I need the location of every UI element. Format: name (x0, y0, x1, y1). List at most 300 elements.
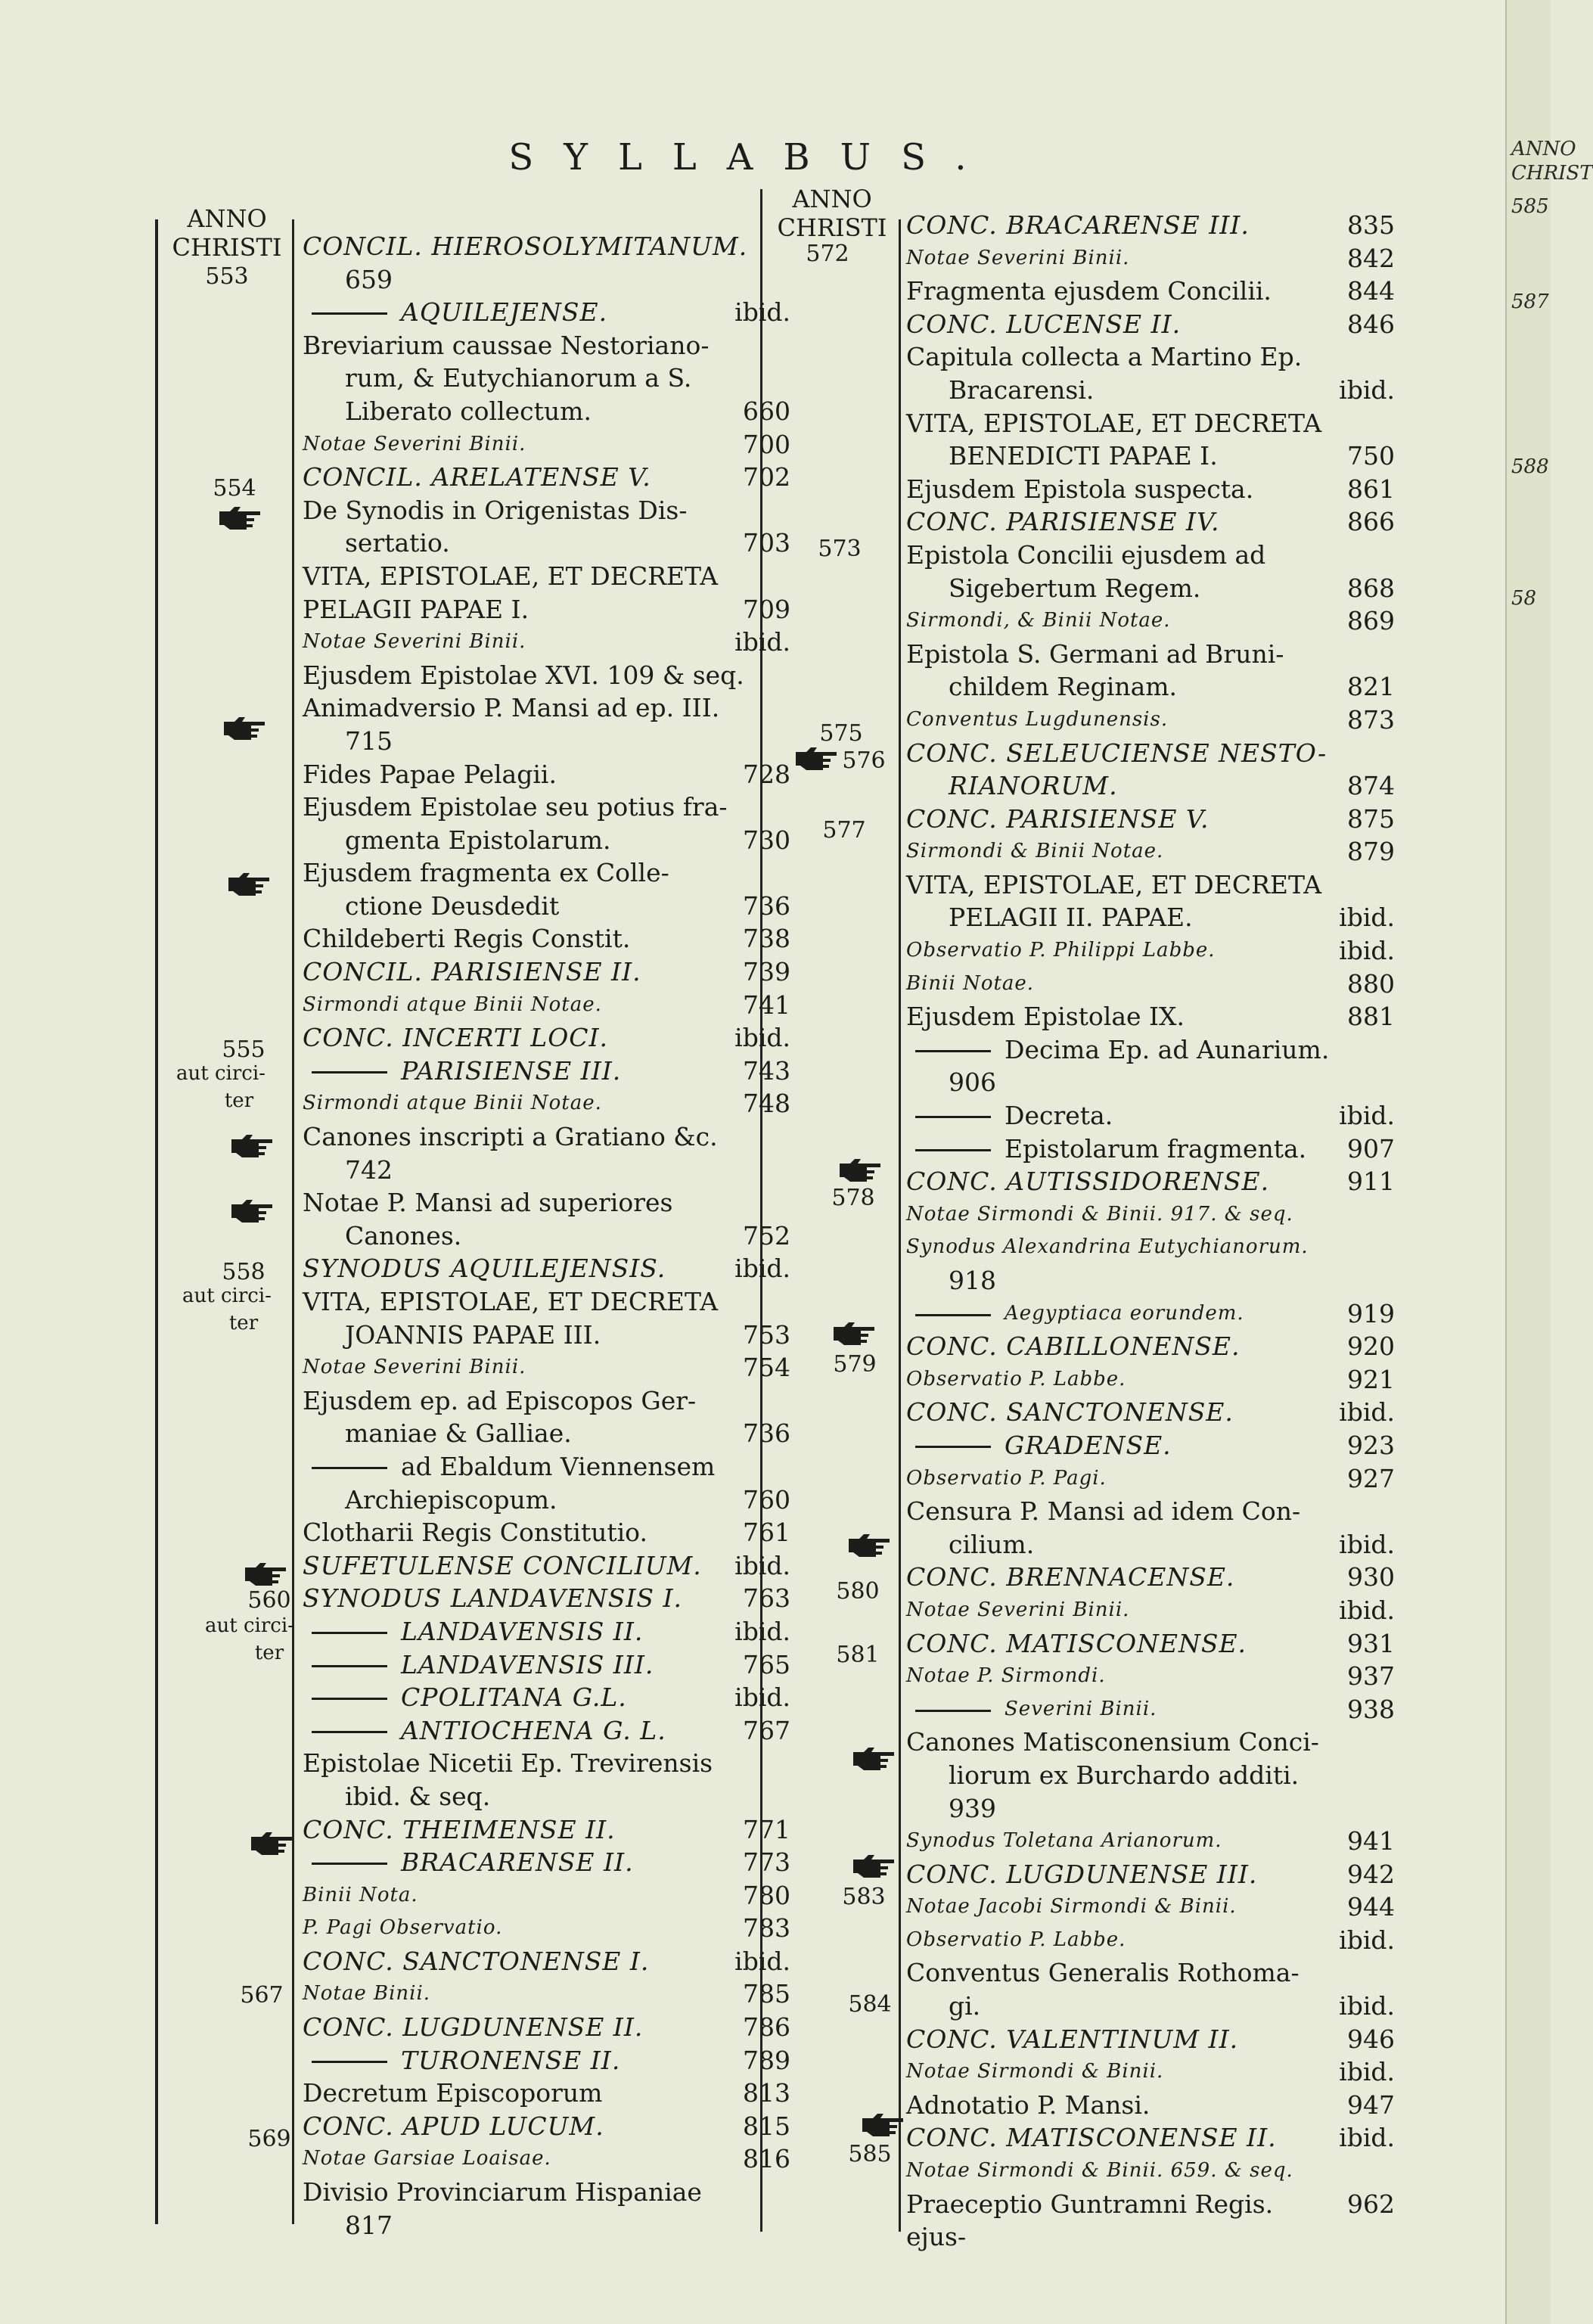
entry-text: SYNODUS LANDAVENSIS I. (303, 1583, 683, 1614)
pointing-hand-icon (861, 2111, 905, 2138)
next-page-fragment: CHRIST (1511, 162, 1593, 185)
entry-text: P. Pagi Observatio. (303, 1916, 503, 1940)
entry-page: 875 (1347, 803, 1395, 834)
index-entry (303, 1780, 790, 1813)
entry-text: CONC. VALENTINUM II. (906, 2024, 1239, 2054)
index-entry (303, 890, 790, 923)
index-entry (303, 263, 790, 297)
entry-page: ibid. (1339, 2057, 1395, 2087)
entry-text: BRACARENSE II. (401, 1847, 634, 1878)
entry-page: 761 (743, 1518, 790, 1548)
index-entry (303, 1846, 790, 1879)
entry-text: Canones. (345, 1220, 462, 1251)
index-entry (906, 1330, 1395, 1363)
index-entry (303, 1055, 790, 1088)
index-entry (303, 1384, 790, 1418)
entry-text: PARISIENSE III. (401, 1055, 622, 1086)
entry-text: 906 (949, 1067, 996, 1098)
index-entry (906, 934, 1395, 968)
index-entry (906, 1891, 1395, 1924)
index-entry (906, 275, 1395, 308)
entry-text: Ejusdem fragmenta ex Colle- (303, 858, 669, 888)
year-marker: 560 (247, 1587, 291, 1614)
entry-page: 944 (1347, 1892, 1395, 1922)
entry-text: LANDAVENSIS II. (401, 1616, 644, 1646)
entry-page: 842 (1347, 243, 1395, 273)
index-entry (906, 1759, 1395, 1792)
entry-text: CONCIL. ARELATENSE V. (303, 462, 651, 492)
index-entry (303, 230, 790, 263)
entry-page: 760 (743, 1484, 790, 1515)
entry-page: 879 (1347, 837, 1395, 867)
entry-text: childem Reginam. (949, 672, 1178, 702)
year-marker: 579 (833, 1351, 877, 1378)
entry-text: Epistolarum fragmenta. (1005, 1133, 1307, 1164)
year-marker: 585 (848, 2141, 892, 2167)
index-entry (303, 362, 790, 395)
index-entry (303, 1549, 790, 1583)
index-entry (303, 494, 790, 527)
entry-page: 783 (743, 1913, 790, 1943)
entry-page: 813 (743, 2078, 790, 2108)
entry-page: ibid. (1339, 2123, 1395, 2153)
index-entry (303, 593, 790, 626)
entry-text: Bracarensi. (949, 374, 1095, 405)
index-entry (303, 1714, 790, 1748)
next-page-fragment: ANNO (1511, 138, 1576, 160)
anno-label: ANNO (187, 204, 267, 233)
entry-text: Notae Severini Binii. (303, 630, 526, 654)
entry-text: SYNODUS AQUILEJENSIS. (303, 1254, 666, 1284)
entry-page: ibid. (734, 1550, 790, 1580)
entry-text: Observatio P. Philippi Labbe. (906, 939, 1216, 962)
year-marker: 567 (240, 1982, 284, 2009)
index-entry (303, 560, 790, 593)
entry-page: 923 (1347, 1430, 1395, 1460)
index-entry (303, 1648, 790, 1682)
entry-text: CONC. LUCENSE II. (906, 309, 1182, 339)
index-entry (906, 374, 1395, 407)
entry-page: 911 (1347, 1167, 1395, 1197)
entry-text: Binii Notae. (906, 971, 1035, 995)
index-entry (906, 1264, 1395, 1297)
index-entry (303, 2110, 790, 2143)
entry-page: 920 (1347, 1331, 1395, 1362)
index-entry (906, 1000, 1395, 1033)
entry-text: Notae Severini Binii. (303, 432, 526, 455)
entry-page: 938 (1347, 1694, 1395, 1724)
entry-text: Ejusdem ep. ad Episcopos Ger- (303, 1385, 697, 1415)
year-note: ter (254, 1642, 284, 1664)
index-entry (906, 1726, 1395, 1759)
index-entry (906, 2220, 1395, 2254)
index-entry (906, 1495, 1395, 1528)
entry-text: maniae & Galliae. (345, 1418, 572, 1449)
year-marker: 578 (831, 1185, 875, 1211)
entry-text: CONC. PARISIENSE V. (906, 803, 1210, 834)
entry-page: 660 (743, 396, 790, 426)
entry-page: 736 (743, 1418, 790, 1449)
index-entry (906, 638, 1395, 671)
entry-text: Adnotatio P. Mansi. (906, 2089, 1150, 2120)
entry-page: 880 (1347, 968, 1395, 999)
entry-text: CONC. SELEUCIENSE NESTO- (906, 738, 1328, 768)
entry-text: Conventus Generalis Rothoma- (906, 1958, 1300, 1988)
entry-page: 941 (1347, 1826, 1395, 1856)
entry-text: ibid. & seq. (345, 1781, 491, 1811)
pointing-hand-icon (852, 1852, 896, 1879)
index-entry (303, 1186, 790, 1219)
entry-text: AQUILEJENSE. (401, 297, 608, 328)
index-entry (906, 1858, 1395, 1891)
year-marker: 573 (818, 536, 862, 562)
entry-text: CONC. BRENNACENSE. (906, 1562, 1235, 1592)
index-entry (906, 1660, 1395, 1693)
entry-text: CONC. THEIMENSE II. (303, 1814, 616, 1844)
year-marker: 575 (819, 720, 863, 747)
index-entry (906, 2055, 1395, 2089)
index-entry (303, 922, 790, 955)
index-entry (906, 1594, 1395, 1627)
year-note: ter (224, 1089, 254, 1112)
entry-page: 730 (743, 825, 790, 855)
entry-page: ibid. (734, 1682, 790, 1713)
index-entry (906, 968, 1395, 1001)
index-entry (906, 803, 1395, 836)
entry-text: Clotharii Regis Constitutio. (303, 1518, 647, 1548)
entry-page: 873 (1347, 704, 1395, 735)
entry-text: cilium. (949, 1529, 1035, 1559)
entry-page: 739 (743, 957, 790, 987)
entry-page: 754 (743, 1353, 790, 1383)
entry-text: Breviarium caussae Nestoriano- (303, 330, 710, 360)
index-entry (303, 1319, 790, 1352)
index-entry (906, 670, 1395, 704)
index-entry (906, 1990, 1395, 2023)
index-entry (906, 1165, 1395, 1198)
index-entry (303, 1615, 790, 1648)
entry-page: 921 (1347, 1364, 1395, 1394)
entry-page: ibid. (1339, 936, 1395, 966)
index-entry (303, 758, 790, 791)
anno-heading-left (159, 204, 295, 262)
index-entry (303, 1252, 790, 1285)
index-entry (906, 1132, 1395, 1166)
index-entry (906, 242, 1395, 275)
index-entry (303, 1120, 790, 1154)
index-entry (906, 2188, 1395, 2221)
index-entry (906, 1825, 1395, 1858)
year-note: ter (228, 1312, 259, 1334)
entry-text: Ejusdem Epistola suspecta. (906, 474, 1254, 504)
index-entry (906, 868, 1395, 902)
entry-text: CONCIL. HIEROSOLYMITANUM. (303, 231, 748, 261)
entry-text: Animadversio P. Mansi ad ep. III. (303, 693, 720, 723)
entry-text: Divisio Provinciarum Hispaniae (303, 2177, 702, 2207)
entry-text: 817 (345, 2210, 393, 2240)
entry-text: 659 (345, 264, 393, 294)
entry-page: 763 (743, 1583, 790, 1614)
index-entry (303, 2011, 790, 2044)
index-entry (303, 659, 790, 692)
entry-page: 736 (743, 890, 790, 921)
index-entry (906, 505, 1395, 539)
entry-text: Epistolae Nicetii Ep. Trevirensis (303, 1748, 713, 1779)
index-entry (906, 1396, 1395, 1429)
index-entry (906, 901, 1395, 934)
entry-page: 728 (743, 759, 790, 789)
entry-text: Archiepiscopum. (345, 1484, 557, 1515)
entry-text: liorum ex Burchardo additi. (949, 1760, 1300, 1790)
entry-text: Notae Sirmondi & Binii. 917. & seq. (906, 1202, 1293, 1226)
index-entry (303, 1154, 790, 1187)
index-entry (303, 1516, 790, 1549)
entry-text: BENEDICTI PAPAE I. (949, 441, 1218, 471)
christi-label: CHRISTI (172, 233, 282, 262)
entry-page: 738 (743, 924, 790, 954)
entry-page: 835 (1347, 210, 1395, 240)
year-marker: 555 (222, 1036, 266, 1063)
entry-text: Epistola Concilii ejusdem ad (906, 539, 1266, 570)
index-entry (906, 2089, 1395, 2122)
entry-page: ibid. (1339, 374, 1395, 405)
index-entry (303, 2044, 790, 2077)
entry-text: CONC. SANCTONENSE. (906, 1397, 1234, 1428)
index-entry (906, 1231, 1395, 1264)
entry-page: 703 (743, 528, 790, 558)
entry-page: 946 (1347, 2024, 1395, 2054)
index-entry (303, 1285, 790, 1319)
index-entry (906, 407, 1395, 440)
entry-text: CONCIL. PARISIENSE II. (303, 957, 641, 987)
index-entry (303, 1912, 790, 1945)
index-entry (303, 1813, 790, 1847)
entry-text: Conventus Lugdunensis. (906, 707, 1169, 731)
entry-page: 767 (743, 1715, 790, 1745)
next-page-fragment: 587 (1511, 290, 1549, 313)
entry-page: 748 (743, 1089, 790, 1119)
entry-text: CONC. MATISCONENSE II. (906, 2123, 1277, 2153)
entry-text: Notae Garsiae Loaisae. (303, 2147, 551, 2170)
index-entry (303, 1582, 790, 1615)
entry-text: CONC. INCERTI LOCI. (303, 1023, 609, 1053)
entry-text: Notae Severini Binii. (906, 246, 1130, 269)
entry-text: Notae P. Mansi ad superiores (303, 1188, 673, 1218)
pointing-hand-icon (244, 1560, 287, 1587)
index-entry (303, 527, 790, 560)
entry-page: 702 (743, 462, 790, 492)
right-entries-column (906, 209, 1395, 2254)
mid-rule-b (899, 219, 901, 2232)
entry-page: 846 (1347, 309, 1395, 339)
entry-page: 773 (743, 1847, 790, 1878)
entry-text: CONC. AUTISSIDORENSE. (906, 1167, 1270, 1197)
entry-page: ibid. (1339, 1397, 1395, 1428)
entry-text: Synodus Alexandrina Eutychianorum. (906, 1235, 1309, 1259)
entry-page: ibid. (734, 1946, 790, 1976)
entry-text: VITA, EPISTOLAE, ET DECRETA (906, 869, 1322, 899)
entry-page: 881 (1347, 1002, 1395, 1032)
index-entry (906, 1956, 1395, 1990)
year-marker: 554 (213, 475, 256, 502)
entry-text: Sirmondi atque Binii Notae. (303, 993, 602, 1016)
index-entry (906, 1924, 1395, 1957)
index-entry (303, 395, 790, 428)
entry-page: 907 (1347, 1133, 1395, 1164)
entry-text: CONC. BRACARENSE III. (906, 210, 1250, 240)
pointing-hand-icon (794, 744, 838, 772)
entry-text: Observatio P. Pagi. (906, 1466, 1107, 1490)
index-entry (303, 461, 790, 494)
entry-text: VITA, EPISTOLAE, ET DECRETA (906, 408, 1322, 438)
index-entry (303, 2209, 790, 2242)
entry-text: SUFETULENSE CONCILIUM. (303, 1550, 702, 1580)
entry-page: ibid. (1339, 1101, 1395, 1131)
index-entry (303, 1945, 790, 1978)
entry-text: Ejusdem Epistolae seu potius fra- (303, 792, 728, 822)
year-marker: 577 (822, 817, 866, 844)
entry-text: CONC. CABILLONENSE. (906, 1331, 1241, 1362)
pointing-hand-icon (847, 1531, 891, 1558)
entry-page: 962 (1347, 2189, 1395, 2219)
entry-text: Decreta. (1005, 1101, 1113, 1131)
entry-text: Canones Matisconensium Conci- (906, 1727, 1319, 1757)
entry-page: 919 (1347, 1298, 1395, 1328)
entry-text: Notae Binii. (303, 1982, 431, 2006)
index-entry (303, 955, 790, 989)
index-entry (303, 725, 790, 758)
entry-text: Synodus Toletana Arianorum. (906, 1829, 1222, 1853)
index-entry (906, 737, 1395, 770)
index-entry (906, 1033, 1395, 1067)
index-entry (906, 440, 1395, 473)
index-entry (303, 1879, 790, 1912)
entry-page: ibid. (734, 1616, 790, 1646)
index-entry (303, 1021, 790, 1055)
year-marker: 572 (806, 241, 849, 267)
index-entry (906, 1462, 1395, 1496)
pointing-hand-icon (230, 1132, 274, 1159)
entry-text: Severini Binii. (1005, 1697, 1157, 1720)
entry-text: Sirmondi atque Binii Notae. (303, 1092, 602, 1115)
index-entry (906, 2155, 1395, 2188)
entry-text: PELAGII PAPAE I. (303, 594, 529, 624)
year-marker: 576 (842, 747, 886, 774)
index-entry (906, 1693, 1395, 1726)
entry-text: CONC. MATISCONENSE. (906, 1628, 1247, 1658)
index-entry (906, 1198, 1395, 1232)
entry-text: sertatio. (345, 528, 450, 558)
year-marker: 558 (222, 1259, 266, 1285)
index-entry (303, 1450, 790, 1484)
entry-page: 931 (1347, 1628, 1395, 1658)
entry-text: gmenta Epistolarum. (345, 825, 611, 855)
index-entry (303, 691, 790, 725)
index-entry (906, 473, 1395, 506)
entry-text: 918 (949, 1266, 996, 1295)
entry-page: 874 (1347, 771, 1395, 801)
entry-page: 789 (743, 2045, 790, 2075)
entry-page: 752 (743, 1220, 790, 1251)
entry-page: ibid. (1339, 1925, 1395, 1955)
entry-page: 942 (1347, 1859, 1395, 1889)
entry-text: Sirmondi & Binii Notae. (906, 840, 1164, 863)
entry-text: Censura P. Mansi ad idem Con- (906, 1496, 1301, 1527)
index-entry (303, 1417, 790, 1450)
entry-page: 753 (743, 1319, 790, 1350)
entry-text: Binii Nota. (303, 1883, 418, 1906)
entry-text: CONC. LUGDUNENSE II. (303, 2012, 644, 2043)
entry-text: Epistola S. Germani ad Bruni- (906, 638, 1284, 669)
entry-page: ibid. (1339, 903, 1395, 933)
entry-text: Notae Sirmondi & Binii. (906, 2060, 1164, 2083)
entry-page: 927 (1347, 1463, 1395, 1493)
year-marker: 580 (836, 1578, 880, 1605)
entry-text: Sirmondi, & Binii Notae. (906, 609, 1171, 632)
index-entry (906, 572, 1395, 605)
entry-text: 715 (345, 725, 393, 756)
index-entry (906, 1792, 1395, 1825)
pointing-hand-icon (230, 1197, 274, 1224)
index-entry (303, 1484, 790, 1517)
entry-text: ANTIOCHENA G. L. (401, 1715, 666, 1745)
index-entry (906, 1297, 1395, 1331)
entry-page: 709 (743, 594, 790, 624)
entry-page: ibid. (734, 1023, 790, 1053)
entry-text: 939 (949, 1793, 996, 1823)
index-entry (303, 1351, 790, 1384)
entry-page: 821 (1347, 672, 1395, 702)
entry-page: ibid. (734, 1254, 790, 1284)
entry-page: 700 (743, 429, 790, 459)
index-entry (906, 769, 1395, 803)
index-entry (906, 539, 1395, 572)
anno-label: ANNO (792, 185, 872, 213)
left-entries-column (303, 230, 790, 2242)
year-marker: 583 (842, 1884, 886, 1910)
entry-page: ibid. (1339, 1991, 1395, 2021)
index-entry (303, 1747, 790, 1780)
entry-page: 868 (1347, 573, 1395, 603)
entry-page: 937 (1347, 1661, 1395, 1692)
entry-text: ad Ebaldum Viennensem (401, 1451, 716, 1481)
pointing-hand-icon (227, 870, 271, 897)
index-entry (303, 2077, 790, 2110)
index-entry (303, 791, 790, 824)
index-entry (906, 604, 1395, 638)
entry-page: ibid. (1339, 1595, 1395, 1625)
entry-page: 741 (743, 990, 790, 1020)
entry-text: CONC. SANCTONENSE I. (303, 1946, 650, 1976)
index-entry (303, 626, 790, 659)
index-entry (303, 1681, 790, 1714)
year-marker: 581 (836, 1642, 880, 1668)
index-entry (906, 1363, 1395, 1397)
index-entry (906, 308, 1395, 341)
entry-page: 743 (743, 1055, 790, 1086)
index-entry (303, 989, 790, 1022)
index-entry (303, 856, 790, 890)
index-entry (906, 1429, 1395, 1462)
entry-text: CPOLITANA G.L. (401, 1682, 627, 1713)
year-note: aut circi- (182, 1285, 272, 1307)
entry-text: VITA, EPISTOLAE, ET DECRETA (303, 1287, 719, 1316)
entry-text: CONC. LUGDUNENSE III. (906, 1859, 1258, 1889)
year-marker: 553 (205, 263, 249, 290)
index-entry (906, 704, 1395, 737)
entry-text: GRADENSE. (1005, 1430, 1172, 1460)
entry-text: PELAGII II. PAPAE. (949, 903, 1193, 933)
